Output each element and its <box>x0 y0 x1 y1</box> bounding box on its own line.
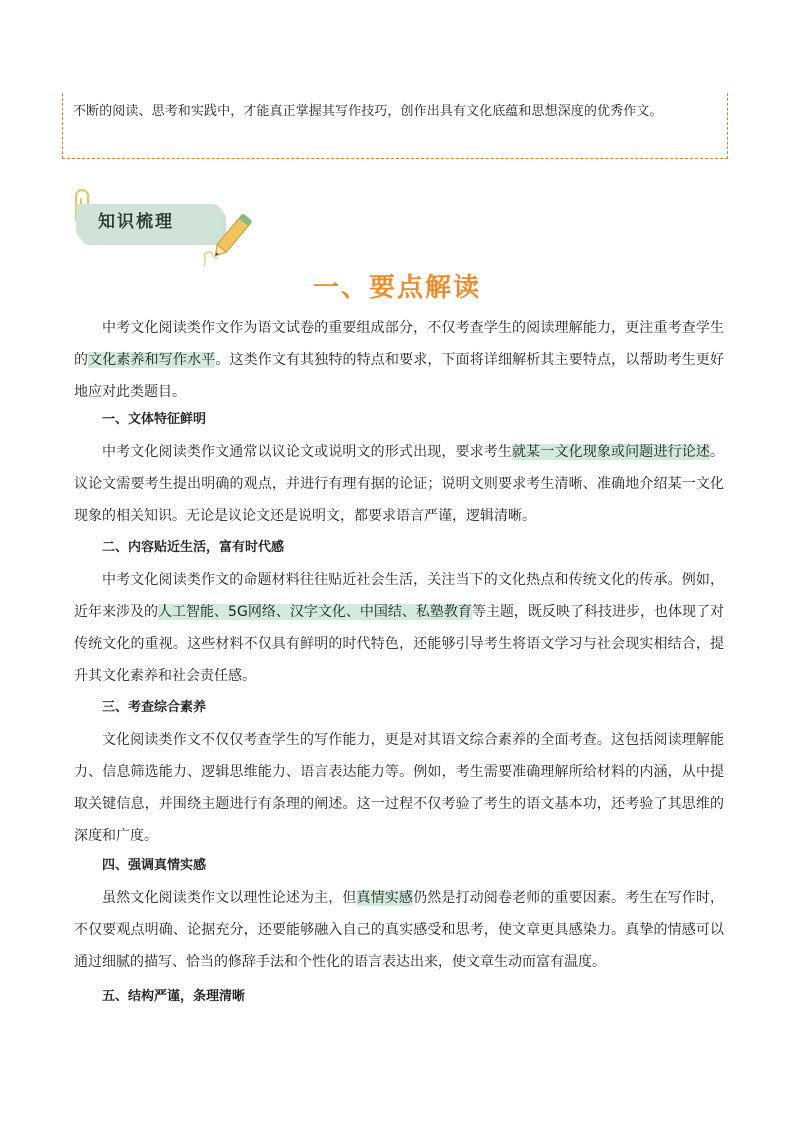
highlight-text: 就某一文化现象或问题进行论述 <box>512 444 710 460</box>
paragraph-intro <box>74 312 724 408</box>
text-run: 中考文化阅读类作文的命题材料往往贴近社会生活，关注当下的文化热点和传统文化的传承。例如，近年来涉及的 <box>74 572 724 620</box>
highlight-text: 真情实感 <box>356 890 414 906</box>
paragraph-genre <box>74 436 724 532</box>
section-badge <box>70 186 260 256</box>
text-run: 等主题，既反映了科技进步，也体现了对传统文化的重视。这些材料不仅具有鲜明的时代特色，还能够引导考生将语文学习与社会现实相结合，提升其文化素养和社会责任感。 <box>74 604 724 684</box>
heading-structure: 五、结构严谨，条理清晰 <box>102 989 246 1004</box>
text-run: 中考文化阅读类作文通常以议论文或说明文的形式出现，要求考生 <box>102 444 513 460</box>
section-title: 一、要点解读 <box>312 273 481 303</box>
pencil-icon <box>198 208 258 272</box>
heading-literacy: 三、考查综合素养 <box>102 700 207 715</box>
intro-box <box>62 93 728 159</box>
paragraph-content <box>74 564 724 692</box>
heading-content: 二、内容贴近生活，富有时代感 <box>102 540 285 555</box>
highlight-text: 人工智能、5G网络、汉字文化、中国结、私塾教育 <box>158 604 472 620</box>
text-run: 。议论文需要考生提出明确的观点，并进行有理有据的论证；说明文则要求考生清晰、准确地介绍某一文化现象的相关知识。无论是议论文还是说明文，都要求语言严谨，逻辑清晰。 <box>74 444 724 524</box>
text-run: 中考文化阅读类作文作为语文试卷的重要组成部分，不仅考查学生的阅读理解能力，更注重考查学生的 <box>74 320 724 368</box>
paragraph-emotion <box>74 882 724 978</box>
intro-text: 不断的阅读、思考和实践中，才能真正掌握其写作技巧，创作出具有文化底蕴和思想深度的优秀作文。 <box>73 104 663 119</box>
text-run: 虽然文化阅读类作文以理性论述为主，但 <box>102 890 357 906</box>
highlight-text: 文化素养和写作水平 <box>88 352 216 368</box>
badge-label: 知识梳理 <box>98 212 174 232</box>
heading-genre: 一、文体特征鲜明 <box>102 412 207 427</box>
paragraph-literacy: 文化阅读类作文不仅仅考查学生的写作能力，更是对其语文综合素养的全面考查。这包括阅读理解能力、信息筛选能力、逻辑思维能力、语言表达能力等。例如，考生需要准确理解所给材料的内涵，从中提取关键信息，并围绕主题进行有条理的阐述。这一过程不仅考验了考生的语文基本功，还考验了其思维的深度和广度。 <box>74 732 724 844</box>
text-run: 。这类作文有其独特的特点和要求，下面将详细解析其主要特点，以帮助考生更好地应对此类题目。 <box>74 352 725 400</box>
text-run: 仍然是打动阅卷老师的重要因素。考生在写作时，不仅要观点明确、论据充分，还要能够融入自己的真实感受和思考，使文章更具感染力。真挚的情感可以通过细腻的描写、恰当的修辞手法和个性化的语言表达出来，使文章生动而富有温度。 <box>74 890 725 970</box>
heading-emotion: 四、强调真情实感 <box>102 858 207 873</box>
